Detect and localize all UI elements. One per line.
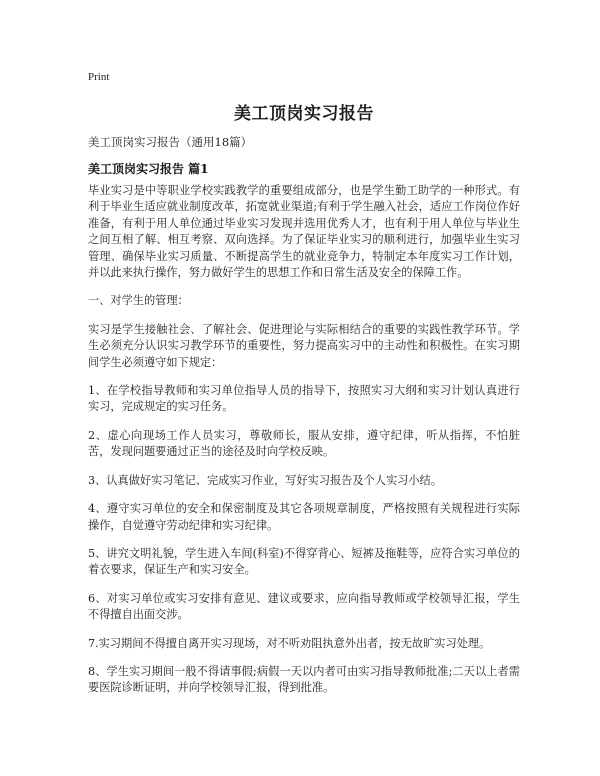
- document-body: [88, 183, 520, 709]
- document-title: 美工顶岗实习报告: [234, 104, 374, 124]
- paragraph-rule-2: 2、虚心向现场工作人员实习，尊敬师长，服从安排，遵守纪律，听从指挥，不怕脏苦，发现问题要通过正当的途径及时向学校反映。: [88, 428, 520, 459]
- paragraph-rule-5: 5、讲究文明礼貌，学生进入车间(科室)不得穿背心、短裤及拖鞋等，应符合实习单位的着衣要求，保证生产和实习安全。: [88, 546, 520, 577]
- paragraph-rule-3: 3、认真做好实习笔记、完成实习作业，写好实习报告及个人实习小结。: [88, 473, 442, 487]
- paragraph-student-management: 一、对学生的管理：: [88, 294, 189, 308]
- paragraph-intro: 毕业实习是中等职业学校实践教学的重要组成部分，也是学生勤工助学的一种形式。有利于毕业生适应就业制度改革，拓宽就业渠道;有利于学生融入社会，适应工作岗位作好准备，有利于用人单位通过毕业实习发现并选用优秀人才，也有利于用人单位与毕业生之间互相了解、相互考察、双向选择。为了保证毕业实习的顺利进行，加强毕业生实习管理、确保毕业实习质量、不断提高学生的就业竞争力，特制定本年度实习工作计划，并以此来执行操作，努力做好学生的思想工作和日常生活及安全的保障工作。: [88, 184, 520, 280]
- section-heading: 美工顶岗实习报告 篇1: [88, 162, 209, 176]
- paragraph-rule-1: 1、在学校指导教师和实习单位指导人员的指导下，按照实习大纲和实习计划认真进行实习，完成规定的实习任务。: [88, 384, 520, 414]
- paragraph-rule-6: 6、对实习单位或实习安排有意见、建议或要求，应向指导教师或学校领导汇报，学生不得擅自出面交涉。: [88, 591, 520, 622]
- print-link[interactable]: Print: [88, 71, 110, 83]
- document-subtitle: 美工顶岗实习报告（通用18篇）: [88, 135, 253, 149]
- paragraph-rule-7: 7.实习期间不得擅自离开实习现场，对不听劝阻执意外出者，按无故旷实习处理。: [88, 636, 491, 650]
- paragraph-rules-intro: 实习是学生接触社会、了解社会、促进理论与实际相结合的重要的实践性教学环节。学生必须充分认识实习教学环节的重要性，努力提高实习中的主动性和积极性。在实习期间学生必须遵守如下规定：: [88, 322, 520, 369]
- paragraph-rule-8: 8、学生实习期间一般不得请事假;病假一天以内者可由实习指导教师批准;二天以上者需要医院诊断证明，并向学校领导汇报，得到批准。: [88, 664, 520, 695]
- paragraph-rule-4: 4、遵守实习单位的安全和保密制度及其它各项规章制度，严格按照有关规程进行实际操作，自觉遵守劳动纪律和实习纪律。: [88, 502, 520, 532]
